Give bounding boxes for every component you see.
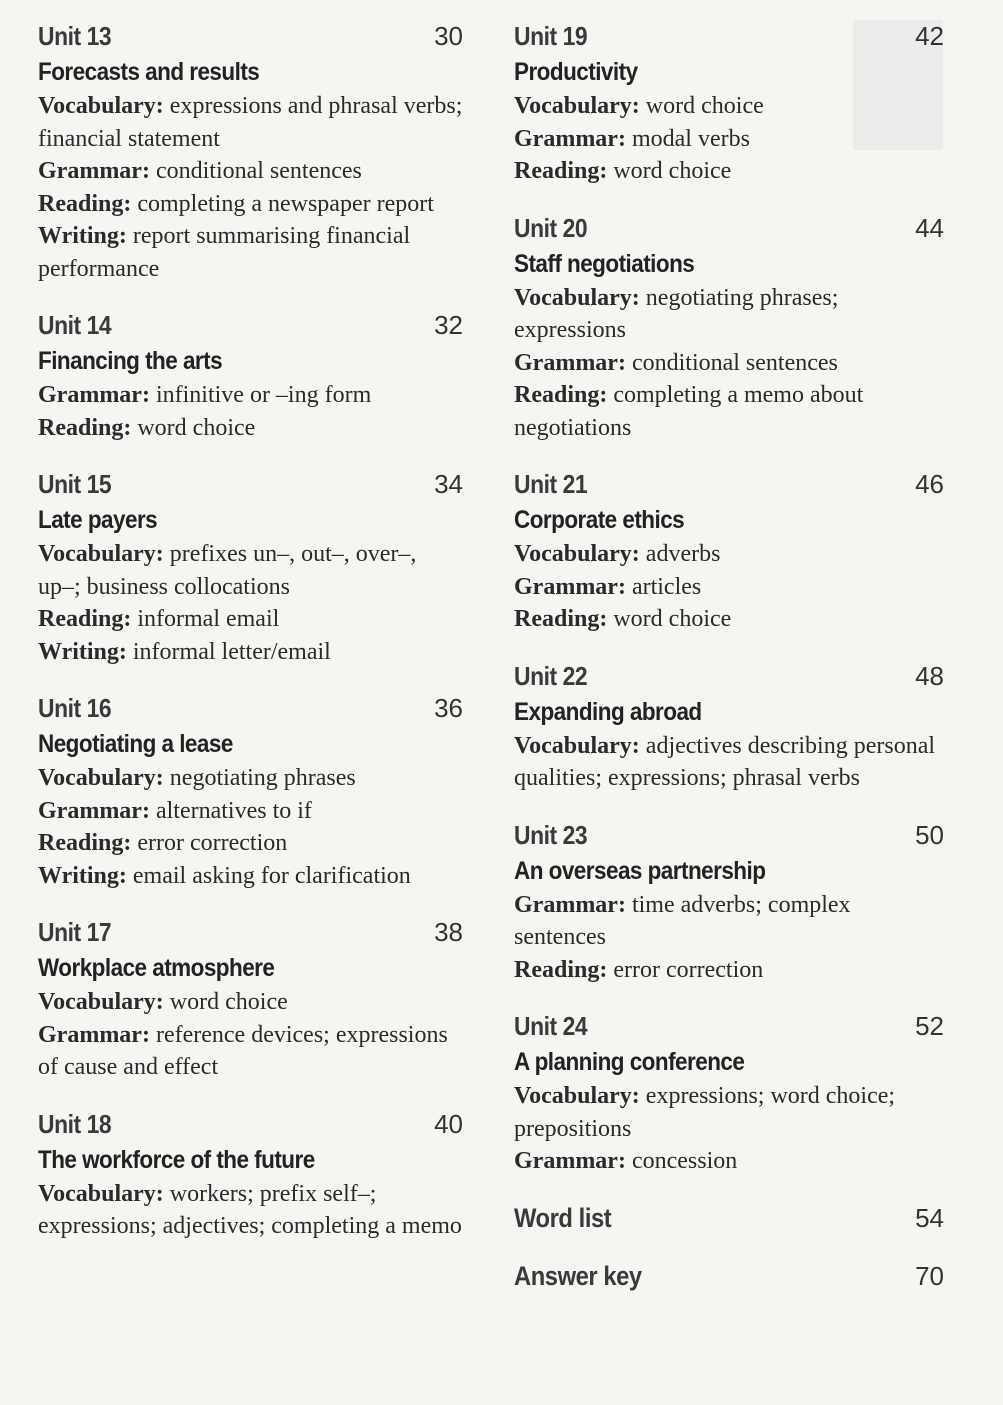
unit-title-row <box>38 1142 463 1178</box>
unit-title-row <box>38 950 463 986</box>
content-text: adjectives describing personal qualities; expressions; phrasal verbs <box>514 732 936 791</box>
content-label: Vocabulary: <box>38 541 164 567</box>
unit-number: Unit 16 <box>38 693 112 723</box>
section-title: Answer key <box>514 1260 642 1291</box>
content-label: Grammar: <box>514 125 626 152</box>
unit-title-row <box>514 246 944 282</box>
content-line <box>514 603 944 636</box>
content-label: Reading: <box>514 382 608 408</box>
content-text: infinitive or –ing form <box>149 382 372 408</box>
content-label: Vocabulary: <box>38 765 164 791</box>
content-line <box>514 889 944 954</box>
page-number: 70 <box>915 1260 944 1291</box>
content-label: Writing: <box>38 862 127 889</box>
section-heading <box>514 1200 944 1236</box>
content-line <box>38 90 463 155</box>
toc-entry[interactable] <box>38 690 463 892</box>
unit-heading <box>514 817 944 853</box>
toc-entry[interactable] <box>514 817 944 987</box>
content-label: Grammar: <box>514 1148 626 1174</box>
content-label: Reading: <box>514 158 608 184</box>
unit-heading <box>38 914 463 950</box>
unit-heading <box>514 210 944 246</box>
content-label: Reading: <box>38 190 132 217</box>
content-line <box>514 954 944 987</box>
unit-heading <box>514 18 944 54</box>
unit-title: The workforce of the future <box>38 1145 315 1174</box>
page-number: 40 <box>434 1108 463 1139</box>
content-line <box>514 730 944 795</box>
toc-entry[interactable] <box>38 307 463 444</box>
content-line <box>38 860 463 893</box>
content-label: Reading: <box>38 414 132 441</box>
content-text: reference devices; expressions of cause and effect <box>38 1021 448 1080</box>
content-text: word choice <box>163 989 288 1015</box>
content-line <box>514 123 944 156</box>
section-heading <box>514 1258 944 1294</box>
unit-title: Financing the arts <box>38 347 223 375</box>
page-number: 30 <box>434 21 463 51</box>
content-text: negotiating phrases <box>163 765 356 791</box>
content-line <box>514 1080 944 1145</box>
content-text: workers; prefix self–; expressions; adjectives; completing a memo <box>38 1180 462 1239</box>
page-number: 46 <box>915 469 944 499</box>
content-text: word choice <box>607 606 732 632</box>
page-number: 38 <box>434 917 463 947</box>
content-line <box>38 379 463 412</box>
content-label: Vocabulary: <box>514 284 640 311</box>
unit-number: Unit 14 <box>38 310 112 340</box>
content-label: Vocabulary: <box>514 1083 640 1109</box>
unit-title-row <box>38 343 463 379</box>
content-text: conditional sentences <box>149 158 362 184</box>
content-text: conditional sentences <box>625 349 838 376</box>
content-text: modal verbs <box>625 125 750 152</box>
unit-title-row <box>514 694 944 730</box>
page-number: 44 <box>915 212 944 243</box>
page-number: 54 <box>915 1202 944 1233</box>
content-line <box>38 795 463 828</box>
content-label: Vocabulary: <box>38 989 164 1015</box>
content-label: Vocabulary: <box>38 93 164 119</box>
content-line <box>514 90 944 123</box>
toc-entry[interactable] <box>514 210 944 445</box>
content-line <box>38 220 463 285</box>
unit-number: Unit 15 <box>38 469 112 499</box>
unit-heading <box>38 466 463 502</box>
content-text: negotiating phrases; expressions <box>514 284 839 343</box>
content-text: adverbs <box>639 541 721 567</box>
toc-entry[interactable] <box>514 658 944 795</box>
content-line <box>38 603 463 636</box>
content-line <box>38 1178 463 1243</box>
unit-number: Unit 24 <box>514 1011 588 1041</box>
content-label: Grammar: <box>38 382 150 408</box>
content-text: expressions; word choice; prepositions <box>514 1083 896 1142</box>
content-label: Reading: <box>514 956 608 983</box>
content-label: Reading: <box>38 830 132 856</box>
unit-title-row <box>514 853 944 889</box>
unit-title: A planning conference <box>514 1048 745 1076</box>
content-text: prefixes un–, out–, over–, up–; business collocations <box>38 541 417 600</box>
content-label: Grammar: <box>514 349 626 376</box>
content-line <box>514 155 944 188</box>
content-text: report summarising financial performance <box>38 223 411 282</box>
content-label: Writing: <box>38 638 127 665</box>
toc-entry[interactable] <box>38 914 463 1084</box>
page-number: 42 <box>915 21 944 51</box>
unit-number: Unit 13 <box>38 21 112 51</box>
content-text: word choice <box>131 414 256 441</box>
unit-heading <box>38 1106 463 1142</box>
content-label: Grammar: <box>38 158 150 184</box>
page-number: 36 <box>434 693 463 723</box>
toc-entry[interactable] <box>514 466 944 636</box>
content-text: word choice <box>639 93 764 119</box>
unit-title: Late payers <box>38 506 158 534</box>
unit-number: Unit 20 <box>514 212 588 243</box>
content-text: completing a memo about negotiations <box>514 382 864 441</box>
content-line <box>38 155 463 188</box>
unit-heading <box>38 690 463 726</box>
unit-number: Unit 22 <box>514 660 588 691</box>
content-line <box>38 188 463 221</box>
content-text: completing a newspaper report <box>131 190 434 217</box>
page-number: 32 <box>434 310 463 340</box>
unit-title: Productivity <box>514 58 638 86</box>
toc-entry[interactable] <box>514 18 944 188</box>
content-label: Writing: <box>38 223 127 249</box>
content-text: alternatives to if <box>149 797 312 824</box>
unit-heading <box>514 658 944 694</box>
content-line <box>38 1019 463 1084</box>
unit-title-row <box>38 726 463 762</box>
content-text: informal letter/email <box>126 638 331 665</box>
toc-entry[interactable] <box>38 466 463 668</box>
content-text: informal email <box>131 606 280 632</box>
toc-left-column <box>38 18 463 1265</box>
content-line <box>514 282 944 347</box>
unit-title: Workplace atmosphere <box>38 954 275 982</box>
page-number: 48 <box>915 660 944 691</box>
unit-title-row <box>514 502 944 538</box>
unit-heading <box>514 466 944 502</box>
content-line <box>38 762 463 795</box>
page-number: 52 <box>915 1011 944 1041</box>
unit-number: Unit 18 <box>38 1108 112 1139</box>
content-line <box>514 347 944 380</box>
unit-title-row <box>38 54 463 90</box>
content-label: Grammar: <box>38 797 150 824</box>
unit-title-row <box>514 54 944 90</box>
content-text: concession <box>625 1148 738 1174</box>
content-line <box>514 538 944 571</box>
toc-entry[interactable] <box>38 18 463 285</box>
content-line <box>514 1145 944 1178</box>
section-title: Word list <box>514 1202 612 1233</box>
unit-number: Unit 19 <box>514 21 588 51</box>
content-text: email asking for clarification <box>126 862 411 889</box>
unit-title: Forecasts and results <box>38 58 260 86</box>
content-text: articles <box>625 573 702 600</box>
toc-entry[interactable] <box>514 1200 944 1236</box>
unit-heading <box>38 18 463 54</box>
content-line <box>38 538 463 603</box>
content-line <box>38 827 463 860</box>
unit-title-row <box>38 502 463 538</box>
content-label: Vocabulary: <box>514 93 640 119</box>
page-number: 34 <box>434 469 463 499</box>
unit-number: Unit 17 <box>38 917 112 947</box>
content-text: error correction <box>607 956 764 983</box>
unit-number: Unit 23 <box>514 819 588 850</box>
content-label: Grammar: <box>514 891 626 918</box>
unit-title-row <box>514 1044 944 1080</box>
content-line <box>38 636 463 669</box>
unit-title: Negotiating a lease <box>38 730 233 758</box>
content-text: error correction <box>131 830 288 856</box>
content-label: Reading: <box>38 606 132 632</box>
unit-heading <box>514 1008 944 1044</box>
unit-number: Unit 21 <box>514 469 588 499</box>
unit-title: Expanding abroad <box>514 697 702 726</box>
content-text: word choice <box>607 158 732 184</box>
content-label: Grammar: <box>38 1021 150 1048</box>
unit-title: An overseas partnership <box>514 856 766 885</box>
toc-entry[interactable] <box>514 1008 944 1178</box>
unit-heading <box>38 307 463 343</box>
content-line <box>38 412 463 445</box>
content-text: expressions and phrasal verbs; financial statement <box>38 93 463 152</box>
unit-title: Staff negotiations <box>514 249 695 278</box>
content-label: Vocabulary: <box>38 1180 164 1207</box>
content-label: Reading: <box>514 606 608 632</box>
unit-title: Corporate ethics <box>514 506 685 534</box>
content-text: time adverbs; complex sentences <box>514 891 851 950</box>
toc-entry[interactable] <box>514 1258 944 1294</box>
toc-right-column <box>514 18 944 1316</box>
content-label: Grammar: <box>514 573 626 600</box>
content-line <box>514 571 944 604</box>
content-label: Vocabulary: <box>514 732 640 759</box>
content-line <box>38 986 463 1019</box>
content-label: Vocabulary: <box>514 541 640 567</box>
content-line <box>514 379 944 444</box>
page-number: 50 <box>915 819 944 850</box>
toc-entry[interactable] <box>38 1106 463 1243</box>
